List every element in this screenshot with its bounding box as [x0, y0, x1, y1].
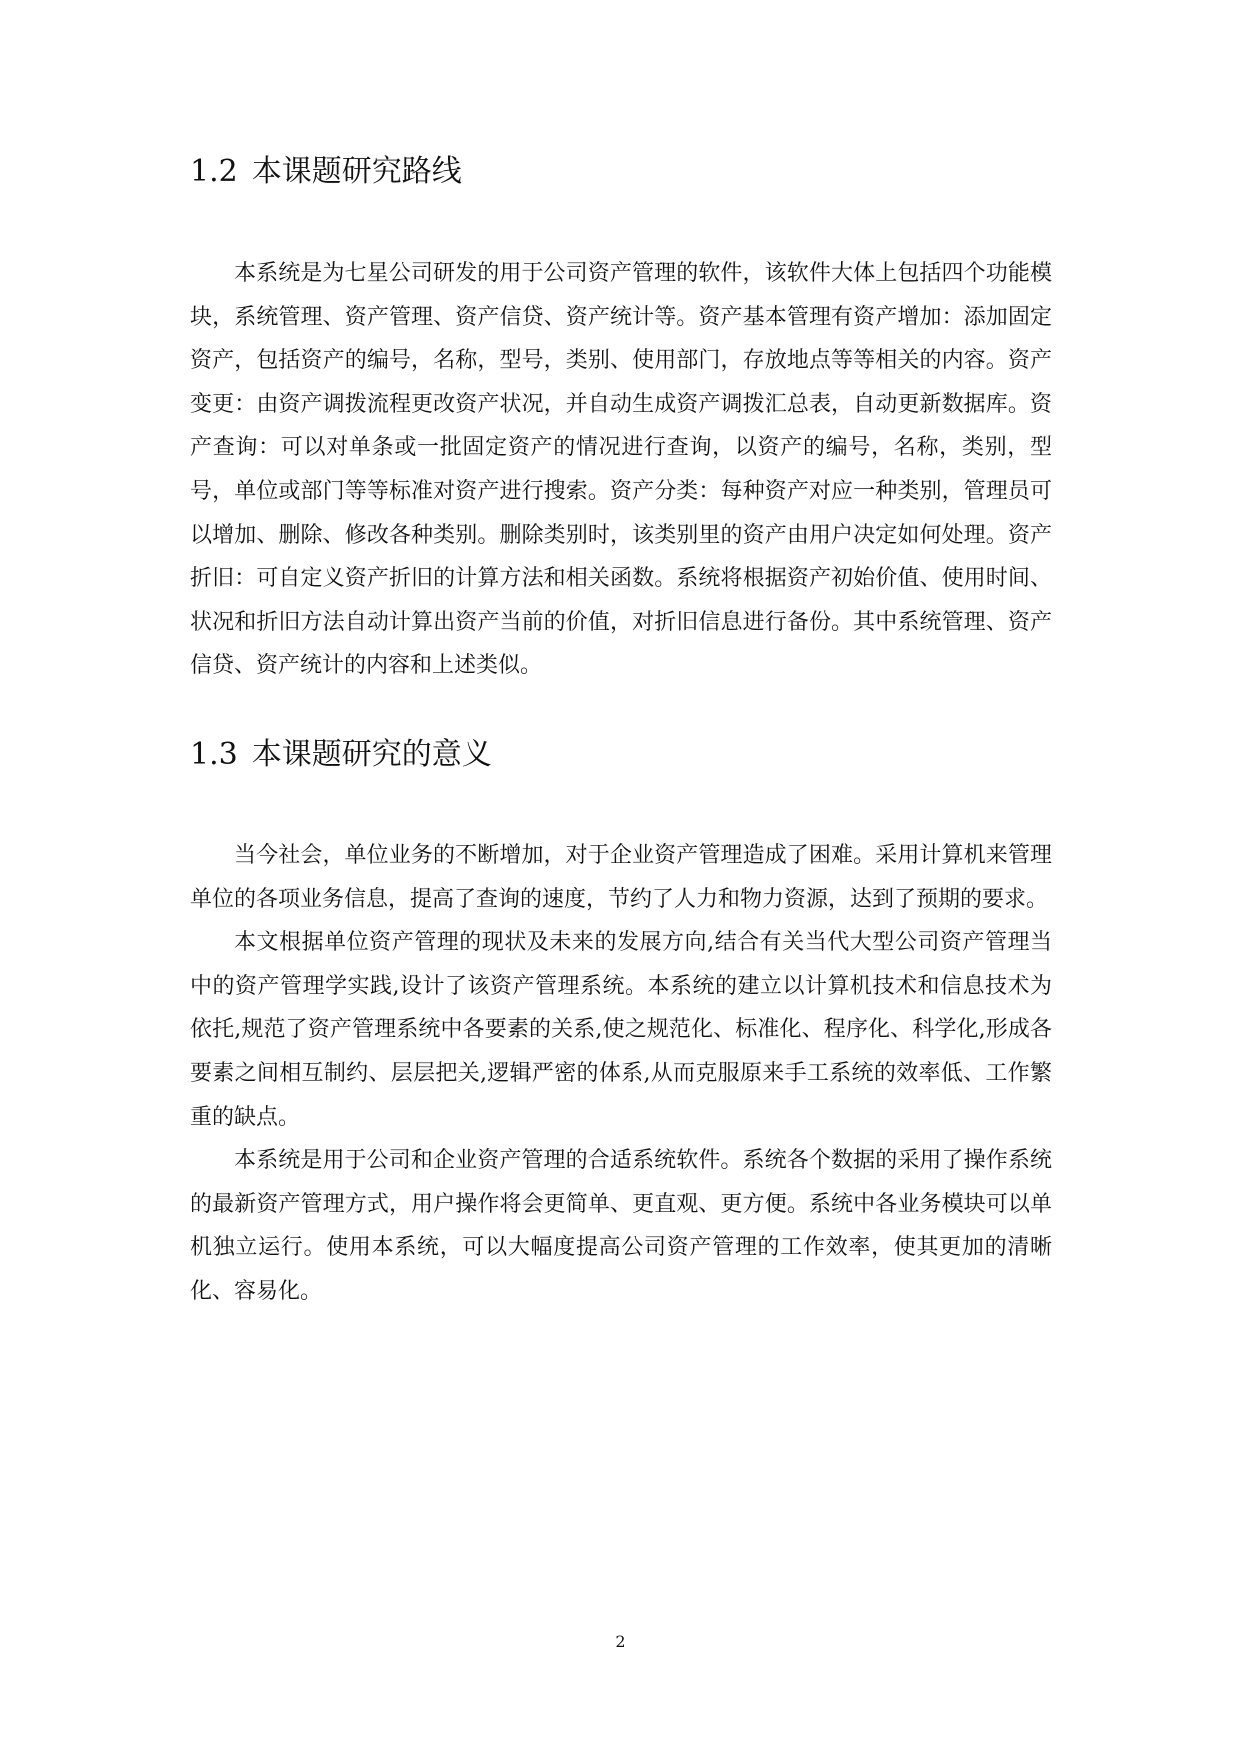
section-number: 1.2: [190, 154, 238, 189]
section-research-route: [190, 150, 1052, 688]
page-number: 2: [615, 1632, 626, 1651]
section-number: 1.3: [190, 736, 238, 772]
section-heading: [190, 733, 1052, 777]
body-paragraph: 本系统是为七星公司研发的用于公司资产管理的软件，该软件大体上包括四个功能模块，系统管理、资产管理、资产信贷、资产统计等。资产基本管理有资产增加：添加固定资产，包括资产的编号，名称，型号，类别、使用部门，存放地点等等相关的内容。资产变更：由资产调拨流程更改资产状况，并自动生成资产调拨汇总表，自动更新数据库。资产查询：可以对单条或一批固定资产的情况进行查询，以资产的编号，名称，类别，型号，单位或部门等等标准对资产进行搜索。资产分类：每种资产对应一种类别，管理员可以增加、删除、修改各种类别。删除类别时，该类别里的资产由用户决定如何处理。资产折旧：可自定义资产折旧的计算方法和相关函数。系统将根据资产初始价值、使用时间、状况和折旧方法自动计算出资产当前的价值，对折旧信息进行备份。其中系统管理、资产信贷、资产统计的内容和上述类似。: [190, 261, 1052, 679]
body-paragraph: 本系统是用于公司和企业资产管理的合适系统软件。系统各个数据的采用了操作系统的最新资产管理方式，用户操作将会更简单、更直观、更方便。系统中各业务模块可以单机独立运行。使用本系统，可以大幅度提高公司资产管理的工作效率，使其更加的清晰化、容易化。: [190, 1148, 1052, 1304]
body-paragraph: 当今社会，单位业务的不断增加，对于企业资产管理造成了困难。采用计算机来管理单位的各项业务信息，提高了查询的速度，节约了人力和物力资源，达到了预期的要求。: [190, 842, 1052, 912]
body-paragraph: 本文根据单位资产管理的现状及未来的发展方向,结合有关当代大型公司资产管理当中的资产管理学实践,设计了该资产管理系统。本系统的建立以计算机技术和信息技术为依托,规范了资产管理系统中各要素的关系,使之规范化、标准化、程序化、科学化,形成各要素之间相互制约、层层把关,逻辑严密的体系,从而克服原来手工系统的效率低、工作繁重的缺点。: [190, 930, 1052, 1130]
section-title: 本课题研究路线: [251, 154, 462, 189]
section-heading: [190, 150, 1052, 194]
section-research-significance: [190, 733, 1052, 1314]
page-content: [190, 150, 1052, 1313]
section-title: 本课题研究的意义: [251, 736, 492, 772]
